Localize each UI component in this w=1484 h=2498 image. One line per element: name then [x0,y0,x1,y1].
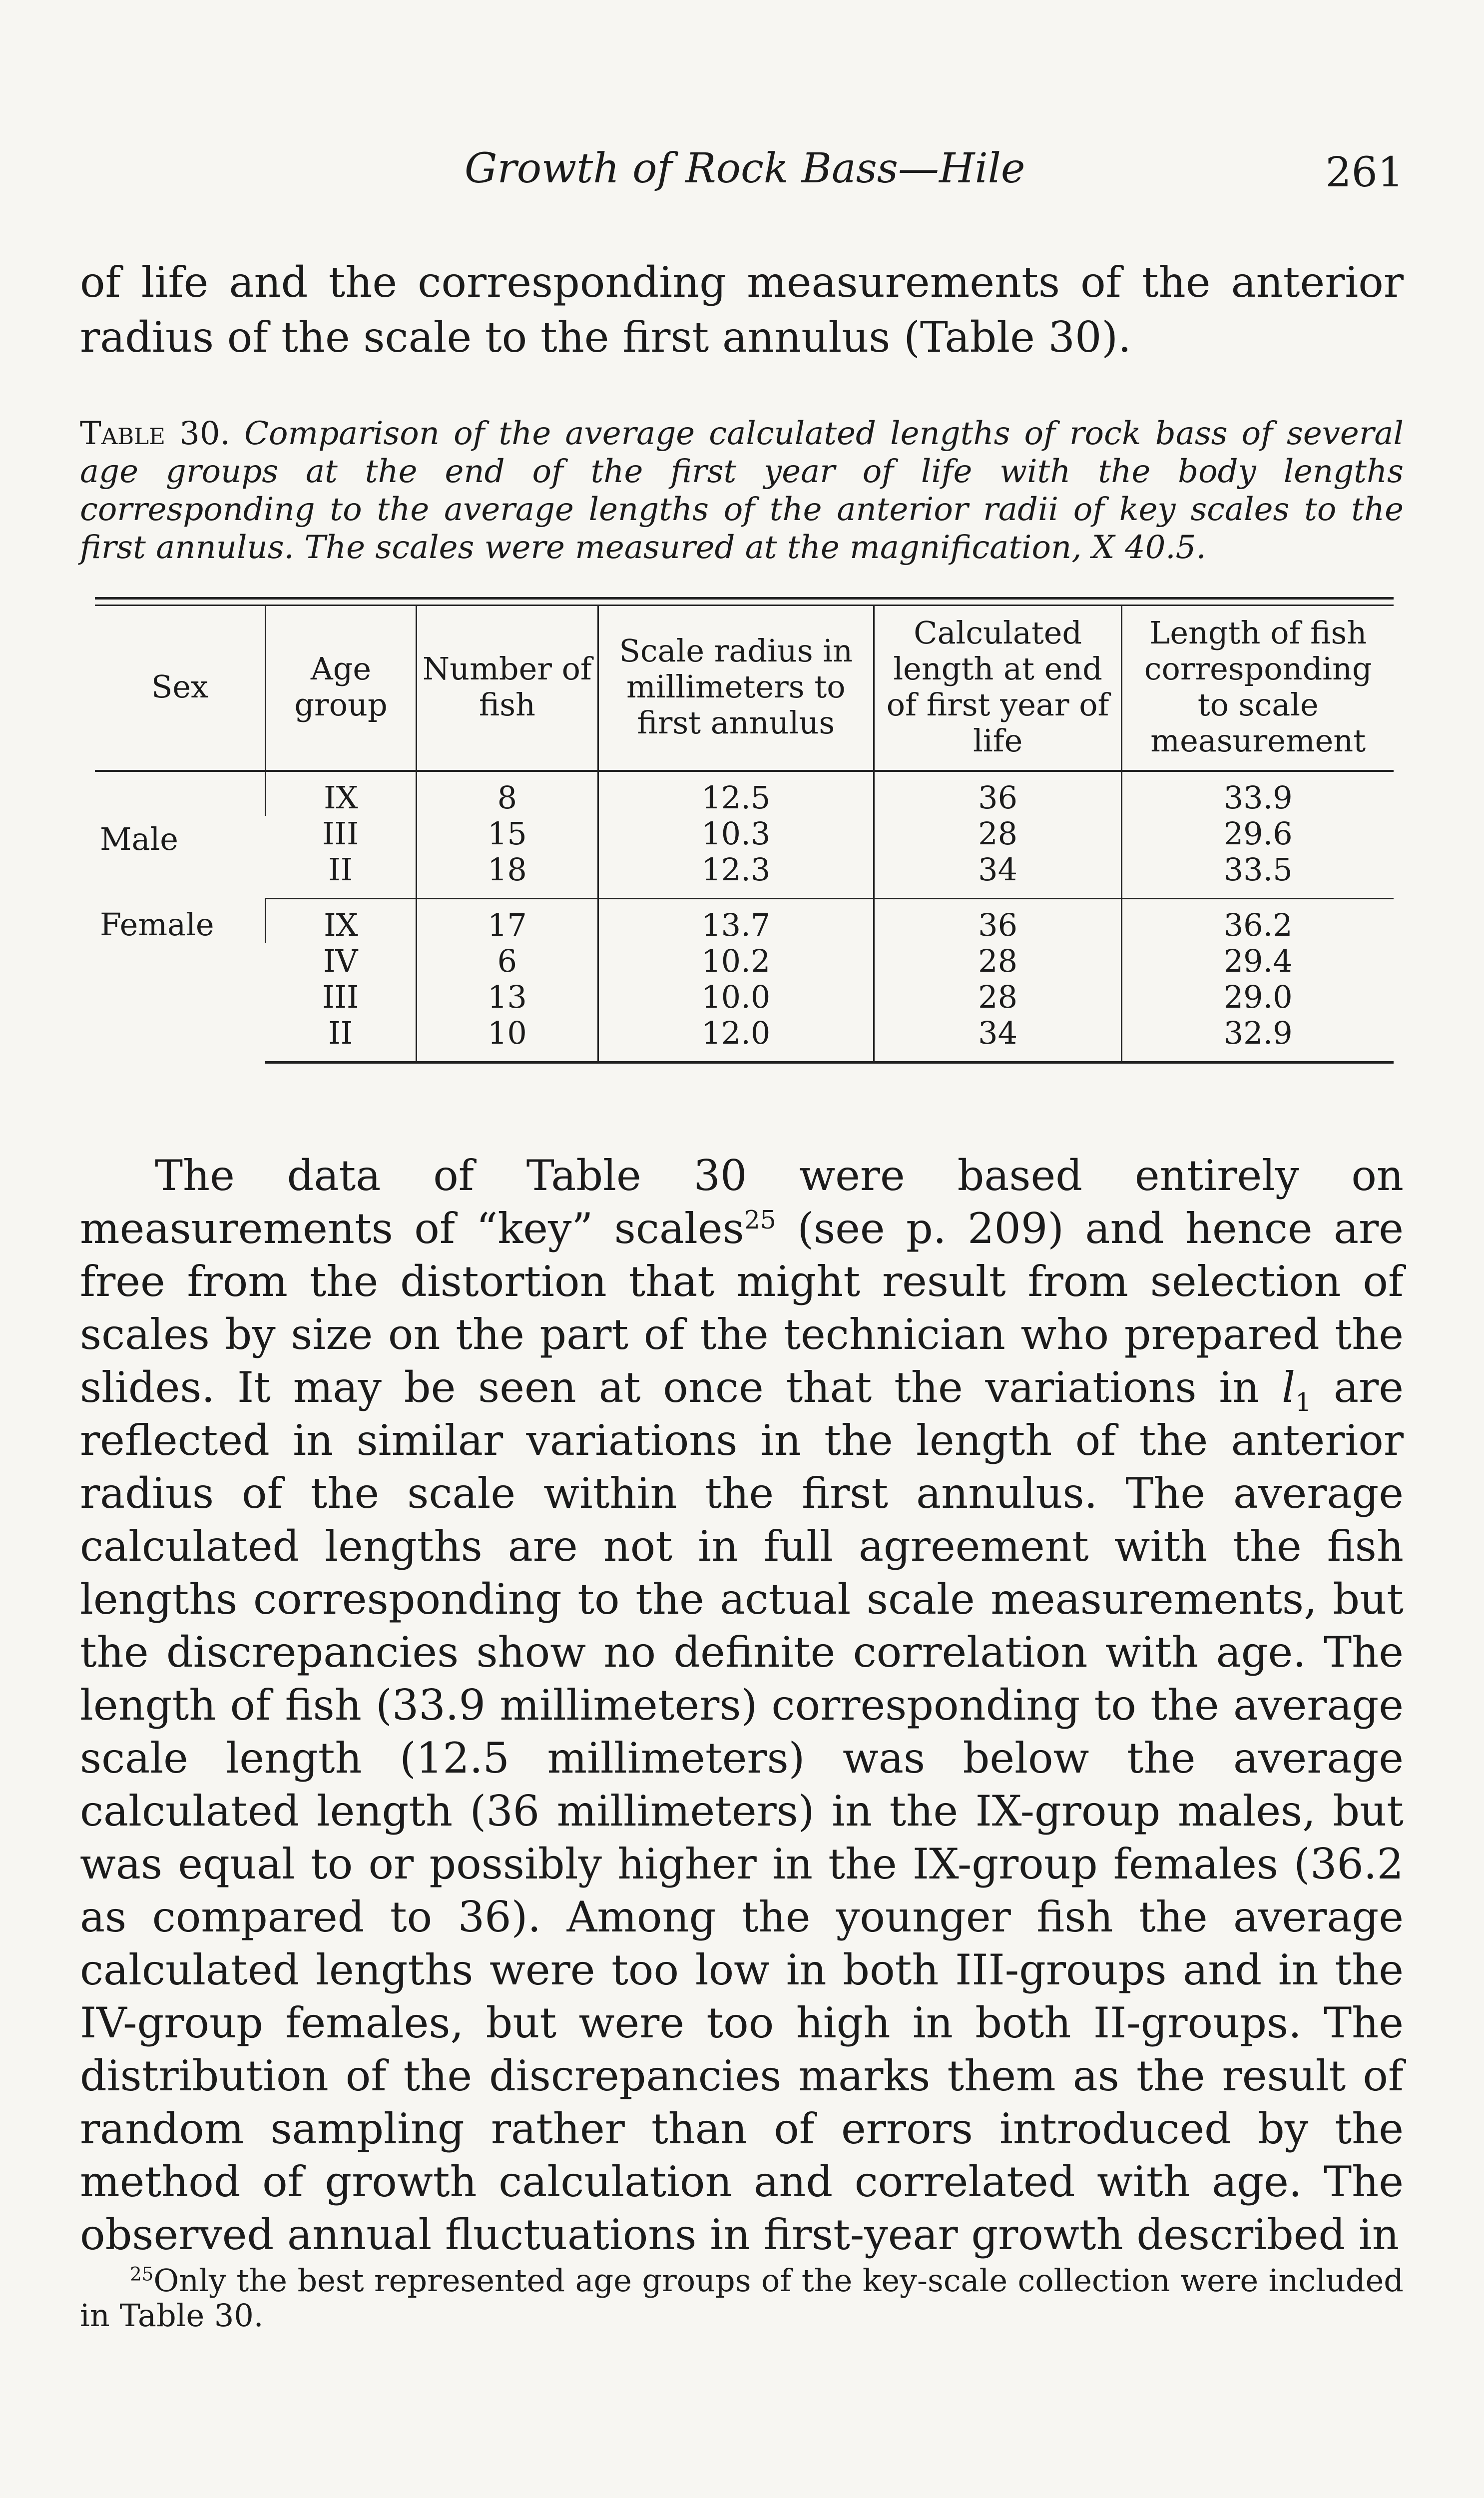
body-paragraph-text [80,1149,1404,2261]
table-row [95,852,1394,899]
body-paragraph [80,1149,1404,2261]
calc-cell: 34 [874,852,1122,899]
sex-cell-male: Male [100,820,178,857]
number-cell: 8 [417,771,598,816]
table-row [95,1015,1394,1063]
footnote-text-block [80,2263,1404,2333]
header-sex: Sex [95,606,265,771]
length-cell: 33.5 [1122,852,1394,899]
header-scale-radius: Scale radius in millimeters to first annulus [598,606,874,771]
body-text-part1: The data of Table 30 were based entirely on measurements of “key” scales [80,1151,1404,1253]
age-cell: III [322,815,359,852]
radius-cell: 12.3 [598,852,874,899]
header-calculated-length: Calculated length at end of first year of life [874,606,1122,771]
table-row [95,979,1394,1015]
radius-cell: 10.0 [598,979,874,1015]
page-header [80,145,1404,200]
age-cell: IX [265,771,416,816]
intro-paragraph: of life and the corresponding measurements of the anterior radius of the scale to the first annulus (Table 30). [80,258,1404,362]
calc-cell: 36 [874,899,1122,944]
calc-cell: 28 [874,943,1122,979]
calc-cell: 36 [874,771,1122,816]
running-head: Growth of Rock Bass—Hile [465,145,1025,192]
sex-cell-female: Female [100,906,214,943]
radius-cell: 13.7 [598,899,874,944]
length-cell: 29.0 [1122,979,1394,1015]
length-cell: 29.4 [1122,943,1394,979]
length-cell: 33.9 [1122,771,1394,816]
number-cell: 17 [417,899,598,944]
calc-cell: 34 [874,1015,1122,1063]
number-cell: 13 [417,979,598,1015]
radius-cell: 10.3 [598,816,874,852]
radius-cell: 12.0 [598,1015,874,1063]
length-cell: 29.6 [1122,816,1394,852]
table-row [95,771,1394,816]
length-cell: 36.2 [1122,899,1394,944]
table-label: Table 30. [80,415,230,452]
body-text-part2: (see p. 209) and hence are free from the distortion that might result from selection of scales by size on the part of the technician who prepared the slides. It may be seen at once that the variations in [80,1204,1404,1412]
number-cell: 6 [417,943,598,979]
table-row [95,899,1394,944]
page [80,0,1404,2498]
number-cell: 18 [417,852,598,899]
variable-subscript: 1 [1295,1387,1312,1417]
table-caption [80,415,1404,567]
calc-cell: 28 [874,816,1122,852]
header-fish-length: Length of fish corresponding to scale measurement [1122,606,1394,771]
header-age-group: Age group [265,606,416,771]
table-row [95,943,1394,979]
footnote-text: Only the best represented age groups of the key-scale collection were included in Table 30. [80,2262,1404,2334]
age-cell: II [265,852,416,899]
page-number: 261 [1325,149,1404,196]
table-top-rule [95,597,1394,606]
caption-text: Comparison of the average calculated lengths of rock bass of several age groups at the end of the first year of life with the body lengths corresponding to the average lengths of the anterior radii of key scales to the first annulus. The scales were measured at the magnification, X 40.5. [80,415,1404,566]
age-cell: IX [265,899,416,944]
data-table [95,606,1394,1064]
calc-cell: 28 [874,979,1122,1015]
table-row [95,816,1394,852]
length-cell: 32.9 [1122,1015,1394,1063]
data-table-container [95,597,1394,1064]
footnote [80,2263,1404,2333]
radius-cell: 12.5 [598,771,874,816]
number-cell: 10 [417,1015,598,1063]
number-cell: 15 [417,816,598,852]
age-cell: IV [323,943,358,979]
footnote-marker: 25 [130,2263,154,2285]
table-header-row [95,606,1394,771]
age-cell: II [265,1015,416,1063]
body-text-part3: are reflected in similar variations in the length of the anterior radius of the scale within the first annulus. The average calculated lengths are not in full agreement with the fish lengths corresponding to the actual scale measurements, but the discrepancies show no definite correlation with age. The length of fish (33.9 millimeters) corresponding to the average scale length (12.5 millimeters) was below the average calculated length (36 millimeters) in the IX-group males, but was equal to or possibly higher in the IX-group females (36.2 as compared to 36). Among the younger fish the average calculated lengths were too low in both III-groups and in the IV-group females, but were too high in both II-groups. The distribution of the discrepancies marks them as the result of random sampling rather than of errors introduced by the method of growth calculation and correlated with age. The observed annual fluctuations in first-year growth described in [80,1363,1404,2259]
footnote-reference: 25 [744,1205,776,1235]
radius-cell: 10.2 [598,943,874,979]
header-number-of-fish: Number of fish [417,606,598,771]
variable-l: l [1282,1363,1296,1412]
age-cell: III [322,979,359,1015]
